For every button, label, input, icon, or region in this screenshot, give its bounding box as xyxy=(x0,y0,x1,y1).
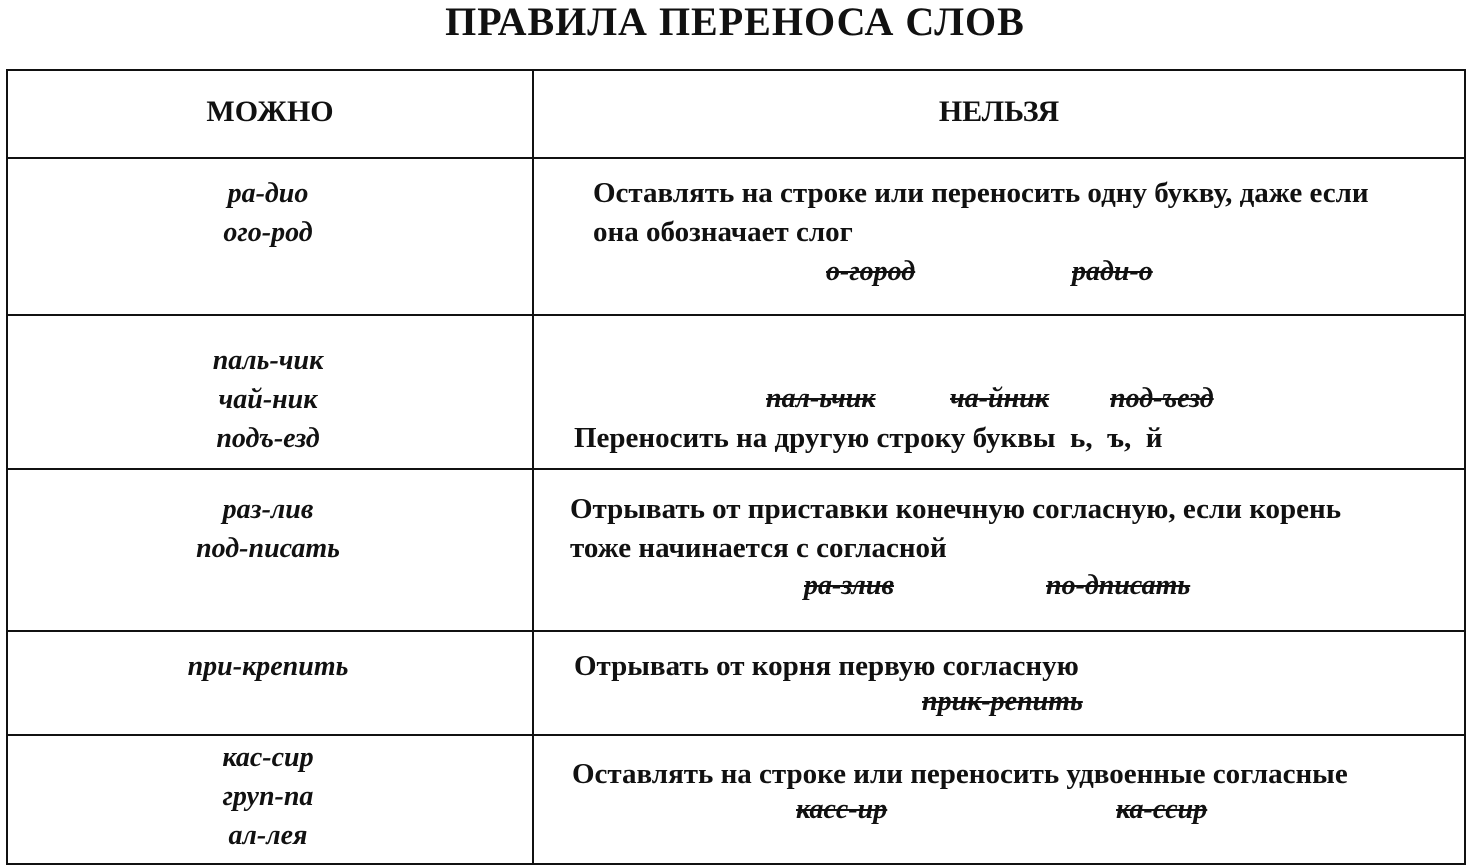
wrong-example: касс-ир xyxy=(796,794,888,825)
row-divider xyxy=(8,734,1464,736)
allowed-word: ра-дио xyxy=(227,178,309,209)
wrong-example: ка-ссир xyxy=(1116,794,1208,825)
rule-line: Отрывать от корня первую согласную xyxy=(574,650,1079,682)
rule-line: тоже начинается с согласной xyxy=(570,532,947,564)
rule-line: Переносить на другую строку буквы ь, ъ, й xyxy=(574,422,1163,454)
wrong-example: прик-репить xyxy=(922,686,1083,717)
allowed-word: чай-ник xyxy=(218,384,318,415)
allowed-examples xyxy=(8,341,528,458)
allowed-word: раз-лив xyxy=(222,494,314,525)
rule-line: Оставлять на строке или переносить одну букву, даже если xyxy=(593,177,1369,209)
row-divider xyxy=(8,314,1464,316)
allowed-examples xyxy=(8,738,528,855)
allowed-word: груп-па xyxy=(222,781,314,812)
rule-text xyxy=(570,490,1341,568)
header-forbidden: НЕЛЬЗЯ xyxy=(938,95,1060,128)
rule-text xyxy=(593,174,1369,252)
allowed-word: паль-чик xyxy=(212,345,324,376)
rule-text xyxy=(574,647,1079,686)
allowed-word: ал-лея xyxy=(228,820,308,851)
rule-line: Отрывать от приставки конечную согласную, если корень xyxy=(570,493,1342,525)
rules-table xyxy=(6,69,1466,865)
page-title: ПРАВИЛА ПЕРЕНОСА СЛОВ xyxy=(445,0,1025,44)
allowed-word: при-крепить xyxy=(187,651,349,682)
allowed-examples xyxy=(8,490,528,568)
column-divider xyxy=(532,71,534,863)
allowed-word: под-писать xyxy=(196,533,340,564)
allowed-examples xyxy=(8,174,528,252)
wrong-example: ра-злив xyxy=(804,570,895,601)
wrong-example: ради-о xyxy=(1072,256,1153,287)
wrong-example: под-ъезд xyxy=(1110,383,1214,414)
rule-line: Оставлять на строке или переносить удвоенные согласные xyxy=(572,758,1348,790)
allowed-examples xyxy=(8,647,528,686)
allowed-word: подъ-езд xyxy=(216,423,320,454)
rule-text xyxy=(572,755,1348,794)
wrong-example: по-дписать xyxy=(1046,570,1191,601)
wrong-example: о-город xyxy=(826,256,916,287)
header-allowed: МОЖНО xyxy=(206,95,334,128)
wrong-example: пал-ьчик xyxy=(766,383,876,414)
rule-line: она обозначает слог xyxy=(593,216,853,248)
allowed-word: кас-сир xyxy=(222,742,314,773)
row-divider xyxy=(8,630,1464,632)
wrong-example: ча-йник xyxy=(950,383,1049,414)
allowed-word: ого-род xyxy=(223,217,313,248)
